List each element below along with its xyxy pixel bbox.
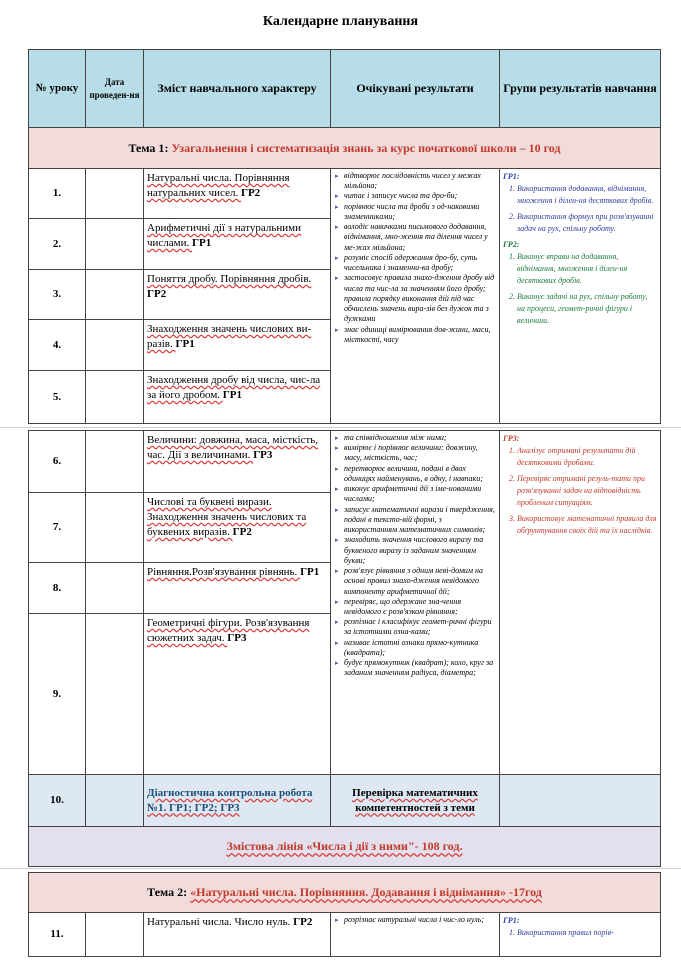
lesson-11-groups (500, 913, 661, 957)
header-content: Зміст навчального характеру (144, 50, 331, 128)
result-item: ▸ вимірює і порівнює величини: довжину, масу, місткість, час; (344, 443, 496, 463)
lesson-3-number: 3. (29, 270, 86, 320)
result-item: ▸ перевіряє, що одержане зна-чення невідомого є розв'язком рівняння; (344, 597, 496, 617)
lesson-2-number: 2. (29, 219, 86, 270)
result-item: ▸ розв'язує рівняння з одним неві-домим на основі правил знахо-дження невідомого компоненту арифметичної дії; (344, 566, 496, 597)
lesson-10-number: 10. (29, 775, 86, 827)
lesson-4-content: Знаходження значень числових ви-разів. ГР1 (144, 320, 331, 371)
gr3-item: 3. Використовує математичні правила для обґрунтування своїх дій та їх наслідків. (517, 513, 657, 537)
planning-table-part1 (28, 49, 661, 424)
gr3-item: 1. Аналізує отримані результати дій десятковими дробами. (517, 445, 657, 469)
page-title: Календарне планування (262, 14, 419, 29)
lesson-9-number: 9. (29, 614, 86, 775)
lesson-1-date (86, 169, 144, 219)
lesson-7-number: 7. (29, 493, 86, 563)
result-item: ▸ записує математичні вирази і твердження, подані в тексто-вій формі, з використанням математичних символів; (344, 505, 496, 536)
result-item: ▸ розуміє спосіб одержання дро-бу, суть чисельника і знаменни-ка дробу; (344, 253, 496, 273)
result-item: ▸ будує прямокутник (квадрат); коло, круг за заданим значенням радіуса, діаметра; (344, 658, 496, 678)
result-item: ▸ знає одиниці вимірювання дов-жини, маси, місткості, часу (344, 325, 496, 345)
topic-2-row (29, 873, 661, 913)
lesson-6-number: 6. (29, 431, 86, 493)
lesson-7-content: Числові та буквені вирази. Знаходження значень числових та буквених виразів. ГР2 (144, 493, 331, 563)
result-item: ▸ виконує арифметичні дії з іме-нованими числами; (344, 484, 496, 504)
lesson-10-groups (500, 775, 661, 827)
gr2-item: 2. Виконує задачі на рух, спільну роботу, на процеси, геомет-ричні фігури і величини. (517, 291, 657, 327)
result-item: ▸ застосовує правила знахо-дження дробу від числа та чис-ла за значенням його дробу; правила порядку виконання дій під час обчислень значень вира-зів без дужок та з дужками (344, 273, 496, 324)
lesson-11-results (331, 913, 500, 957)
lesson-5-content: Знаходження дробу від числа, чис-ла за його дробом. ГР1 (144, 371, 331, 424)
groups-block-a (500, 169, 661, 424)
lesson-8-number: 8. (29, 563, 86, 614)
header-results: Очікувані результати (331, 50, 500, 128)
result-item: ▸ перетворює величини, подані в двох одиницях найменувань, в одну, і навпаки; (344, 464, 496, 484)
gr2-title: ГР2: (503, 240, 520, 249)
topic-1-sep: : (164, 140, 172, 155)
topic-2-text: «Натуральні числа. Порівняння. Додавання і віднімання» -17год (190, 885, 542, 900)
lesson-11-number: 11. (29, 913, 86, 957)
planning-table-part2 (28, 430, 661, 867)
page-break (0, 868, 681, 869)
lesson-6-content: Величини: довжина, маса, місткість, час. Дії з величинами. ГР3 (144, 431, 331, 493)
lesson-5-number: 5. (29, 371, 86, 424)
lesson-9-content: Геометричні фігури. Розв'язування сюжетних задач. ГР3 (144, 614, 331, 775)
topic-1-text: Узагальнення і систематизація знань за курс початкової школи – 10 год (171, 140, 561, 155)
lesson-2-date (86, 219, 144, 270)
page-break (0, 427, 681, 428)
result-item: ▸ називає істотні ознаки прямо-кутника (квадрата); (344, 638, 496, 658)
gr3-title: ГР3: (503, 434, 520, 443)
result-item: ▸ розрізнає натуральні числа і чис-ло нуль; (344, 915, 496, 925)
groups-block-b (500, 431, 661, 775)
lesson-4-date (86, 320, 144, 371)
lesson-1-content: Натуральні числа. Порівняння натуральних чисел. ГР2 (144, 169, 331, 219)
gr3-item: 2. Перевіряє отримані резуль-тати при розв'язуванні задач на відповідність пробленим ситуаціям. (517, 473, 657, 509)
topic-1-prefix: Тема 1 (128, 140, 165, 155)
gr1-title: ГР1: (503, 916, 520, 925)
planning-table-part3 (28, 872, 661, 957)
gr1-item: 1. Використання додавання, віднімання, множення і ділен-ня десяткових дробів. (517, 183, 657, 207)
lesson-10-result: Перевірка математичних компетентностей з теми (331, 775, 500, 827)
lesson-9-date (86, 614, 144, 775)
result-item: ▸ читає і записує числа та дро-би; (344, 191, 496, 201)
lesson-10-content: Діагностична контрольна робота №1. ГР1; ГР2; ГР3 (144, 775, 331, 827)
lesson-8-content: Рівняння.Розв'язування рівнянь. ГР1 (144, 563, 331, 614)
topic-1-row (29, 128, 661, 169)
result-item: ▸ володіє навичками письмового додавання, віднімання, мно-ження та ділення чисел у ме-жах мільйона; (344, 222, 496, 253)
lesson-8-date (86, 563, 144, 614)
lesson-4-number: 4. (29, 320, 86, 371)
lesson-1-number: 1. (29, 169, 86, 219)
results-block-a (331, 169, 500, 424)
result-item: ▸ та співвідношення між ними; (344, 433, 496, 443)
gr2-item: 1. Виконує вправи на додавання, віднімання, множення і ділен-ня десяткових дробів. (517, 251, 657, 287)
lesson-3-date (86, 270, 144, 320)
header-lesson-number: № уроку (29, 50, 86, 128)
lesson-5-date (86, 371, 144, 424)
gr1-item: 1. Використання правил порів- (517, 927, 657, 939)
header-date: Дата проведен-ня (86, 50, 144, 128)
lesson-11-date (86, 913, 144, 957)
result-item: ▸ знаходить значення числового виразу та буквеного виразу із заданим значенням букви; (344, 535, 496, 566)
lesson-3-content: Поняття дробу. Порівняння дробів. ГР2 (144, 270, 331, 320)
result-item: ▸ розпізнає і класифікує геомет-ричні фігури за істотними озна-ками; (344, 617, 496, 637)
lesson-11-content: Натуральні числа. Число нуль. ГР2 (144, 913, 331, 957)
topic-2-prefix: Тема 2: (147, 885, 188, 900)
lesson-7-date (86, 493, 144, 563)
lesson-10-date (86, 775, 144, 827)
gr1-title: ГР1: (503, 172, 520, 181)
header-groups: Групи результатів навчання (500, 50, 661, 128)
lesson-6-date (86, 431, 144, 493)
gr1-item: 2. Використання формул при розв'язуванні задач на рух, спільну роботу. (517, 211, 657, 235)
results-block-b (331, 431, 500, 775)
lesson-2-content: Арифметичні дії з натуральними числами. ГР1 (144, 219, 331, 270)
result-item: ▸ порівнює числа та дроби з од-наковими знаменниками; (344, 202, 496, 222)
result-item: ▸ відтворює послідовність чисел у межах мільйона; (344, 171, 496, 191)
content-line-row: Змістова лінія «Числа і дії з ними"- 108 год. (29, 827, 661, 867)
